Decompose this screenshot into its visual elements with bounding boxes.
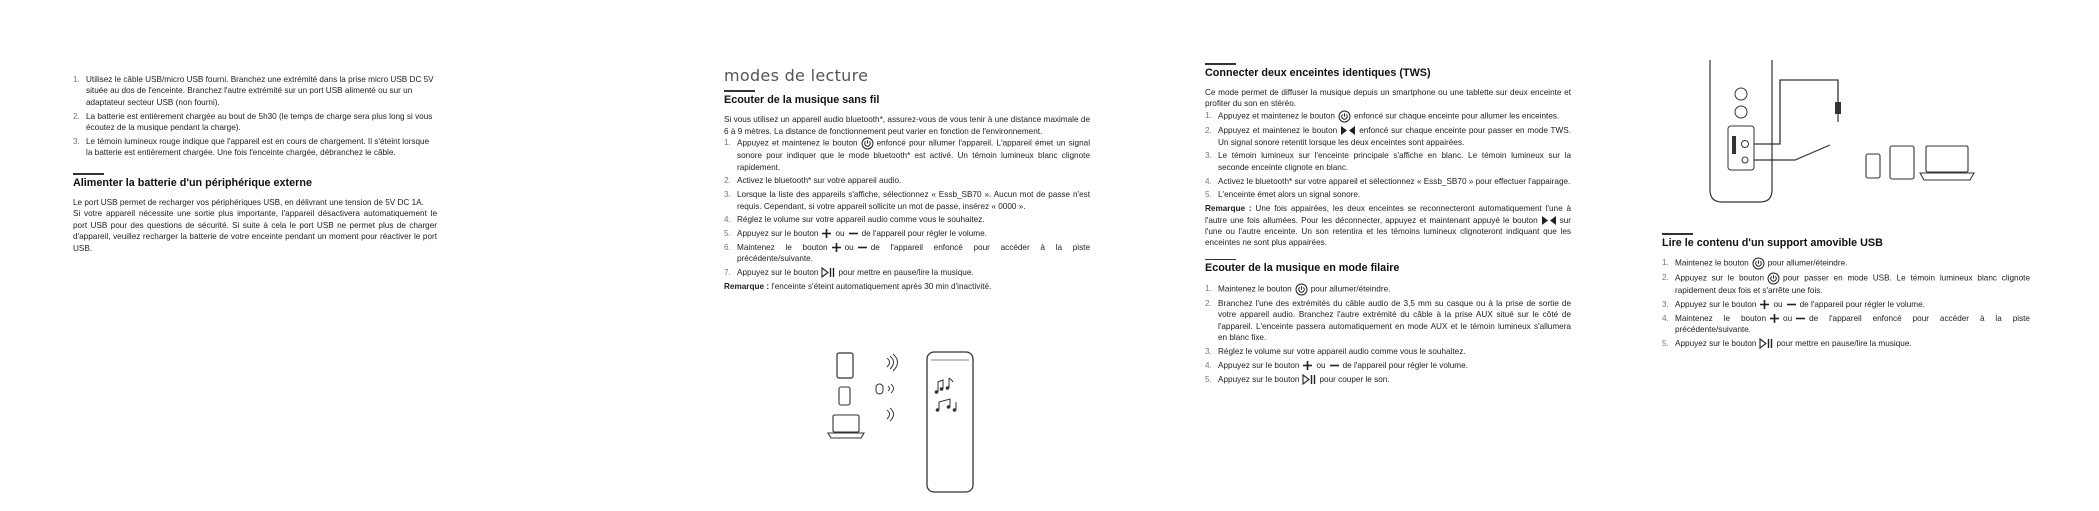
usb-illustration [1700,60,2030,210]
aux-cable-icon [1754,80,1841,144]
usb-cable-icon [1754,145,1830,160]
list-item: 1. Utilisez le câble USB/micro USB fourni. Branchez une extrémité dans la prise micro USB DC 5V située au dos de l'enceinte. Branchez l'autre extrémité sur un port USB alimenté ou sur un adaptateur secteur USB (non fourni). [73,75,434,107]
list-item: 4. Maintenez le bouton ou de l'appareil enfoncé pour accéder à la piste précédente/suivante. [1662,313,2030,335]
volume-minus-icon [1329,360,1340,371]
laptop-icon [1920,146,1974,180]
speaker-icon [927,352,973,492]
list-item: 4. Réglez le volume sur votre appareil audio comme vous le souhaitez. [724,215,985,225]
volume-minus-icon [848,228,859,239]
column-wireless [724,66,1091,292]
volume-plus-icon [1769,313,1780,324]
page-title: modes de lecture [724,66,869,85]
play-pause-icon [821,267,835,278]
list-item: 1. Appuyez et maintenez le bouton enfoncé sur chaque enceinte pour allumer les enceintes. [1205,110,1571,123]
wireless-signal-icon [887,354,898,421]
remark-text: l'enceinte s'éteint automatiquement après 30 min d'inactivité. [771,281,992,291]
remark-label: Remarque : [1205,204,1252,214]
paragraph: Si votre appareil nécessite une sortie plus importante, l'appareil désactivera automatiquement le port USB pour des questions de sécurité. Si suite à cela le port USB ne permet plus de charger d'appareil, veuillez recharger la batterie de votre enceinte pendant un moment pour réactiver le port USB. [73,209,437,253]
volume-plus-icon [1302,360,1313,371]
list-item: 2. Activez le bluetooth* sur votre appareil audio. [724,176,902,186]
list-item: 3. Le témoin lumineux rouge indique que l'appareil est en cours de chargement. Il s'éteint lorsque la batterie est entièrement chargée. Une fois l'enceinte chargée, débranchez le câble. [73,136,430,158]
volume-plus-icon [831,242,842,253]
paragraph: Ce mode permet de diffuser la musique depuis un smartphone ou une tablette sur deux enceinte et profiter du son en stéréo. [1205,87,1571,109]
power-button-icon [1767,272,1780,285]
list-item: 2. Appuyez sur le bouton pour passer en mode USB. Le témoin lumineux blanc clignote rapidement deux fois et s'arrête une fois. [1662,273,2030,296]
section-rule [1662,233,1693,235]
section-rule [1205,259,1236,261]
section-rule [1205,63,1236,65]
list-item: 3. Le témoin lumineux sur l'enceinte principale s'affiche en blanc. Le témoin lumineux sur la seconde enceinte clignote en blanc. [1205,151,1571,172]
section-rule [73,173,104,175]
speaker-back-icon [1710,60,1772,202]
volume-minus-icon [1795,313,1806,324]
power-button-icon [1752,257,1765,270]
section-heading: Lire le contenu d'un support amovible USB [1662,236,1883,249]
bluetooth-illustration [825,350,975,495]
power-button-icon [1338,110,1351,123]
list-item: 6. Maintenez le bouton ou de l'appareil enfoncé pour accéder à la piste précédente/suivante. [724,242,1090,264]
section-heading: Ecouter de la musique en mode filaire [1205,262,1400,275]
list-item: 7. Appuyez sur le bouton pour mettre en pause/lire la musique. [724,268,974,278]
play-pause-icon [1302,374,1316,385]
list-item: 4. Activez le bluetooth* sur votre appareil et sélectionnez « Essb_SB70 » pour effectuer l'appairage. [1205,176,1571,186]
tws-steps [1205,110,1571,201]
column-tws-wired: Connecter deux enceintes identiques (TWS) Ce mode permet de diffuser la musique depuis un smartphone ou une tablette sur deux enceinte et profiter du son en stéréo. 1. Appuyez et maintenez le bouton enfoncé sur chaque enceinte pour allumer les enceintes. 2. Appuyez et maintenez le bouton enfoncé sur chaque enceinte pour passer en mode TWS. Un signal sonore retentit lorsque les deux enceintes sont appairées. 3. Le témoin lumineux sur l'enceinte principale s'affiche en blanc. Le témoin lumineux sur la seconde enceinte clignote en blanc. 4. Activez le bluetooth* sur votre appareil et sélectionnez « Essb_SB70 » pour effectuer l'appairage. 5. L'enceinte émet alors un signal sonore. Remarque : Une fois appairées, les deux enceintes se reconnecteront automatiquement l'une à l'autre une fois allumées. Pour les déconnecter, appuyez et maintenant appuyé le bouton sur l'une ou l'autre enceinte. Un son retentira et les témoins lumineux clignoteront indiquant que les enceintes ne sont plus appairées. Ecouter de la musique en mode filaire 1. Maintenez le bouton pour allumer/éteindre. 2. Branchez l'une des extrémités du câble audio de 3,5 mm su casque ou à la prise de sortie de votre appareil audio. Branchez l'autre extrémité du câble à la prise AUX situé sur le côté de l'appareil. L'enceinte passera automatiquement en mode AUX et le témoin lumineux s'allumera en blanc fixe. 3. Réglez le volume sur votre appareil audio comme vous le souhaitez. 4. Appuyez sur le bouton ou de l'appareil pour régler le volume. 5. Appuyez sur le bouton pour couper le son. [1205,63,1571,387]
tablet-icon [837,353,853,378]
list-item: 4. Appuyez sur le bouton ou de l'appareil pour régler le volume. [1205,360,1468,370]
list-item: 5. Appuyez sur le bouton pour mettre en pause/lire la musique. [1662,339,1912,349]
wireless-steps [724,137,1090,278]
section-heading: Alimenter la batterie d'un périphérique externe [73,176,312,189]
charging-steps [73,74,437,159]
smartphone-icon [839,387,850,405]
volume-minus-icon [857,242,868,253]
play-pause-icon [1759,338,1773,349]
section-heading: Connecter deux enceintes identiques (TWS) [1205,66,1431,79]
paragraph: Si vous utilisez un appareil audio bluetooth*, assurez-vous de vous tenir à une distance maximale de 6 à 9 mètres. La distance de fonctionnement peut varier en fonction de l'environnement. [724,115,1090,136]
list-item: 2. La batterie est entièrement chargée au bout de 5h30 (le temps de charge sera plus long si vous écoutez de la musique pendant la charge). [73,111,433,133]
bluetooth-icon [876,384,894,394]
usb-steps [1662,257,2030,350]
list-item: 1. Maintenez le bouton pour allumer/éteindre. [1662,257,2030,270]
music-notes-icon [935,378,957,412]
list-item: 3. Appuyez sur le bouton ou de l'appareil pour régler le volume. [1662,300,1925,310]
column-charging [73,74,437,254]
list-item: 3. Lorsque la liste des appareils s'affiche, sélectionnez « Essb_SB70 ». Aucun mot de passe n'est requis. Cependant, si votre appareil sollicite un mot de passe, insérez « 0000 ». [724,190,1090,211]
wired-steps [1205,283,1571,385]
list-item: 2. Branchez l'une des extrémités du câble audio de 3,5 mm su casque ou à la prise de sortie de votre appareil audio. Branchez l'autre extrémité du câble à la prise AUX situé sur le côté de l'appareil. L'enceinte passera automatiquement en mode AUX et le témoin lumineux s'allumera en blanc fixe. [1205,299,1571,343]
column-usb [1662,233,2030,352]
list-item: 1. Appuyez et maintenez le bouton enfoncé pour allumer l'appareil. L'appareil émet un signal sonore pour indiquer que le mode bluetooth* est activé. Un témoin lumineux blanc clignote rapidement. [724,138,1091,172]
list-item: 3. Réglez le volume sur votre appareil audio comme vous le souhaitez. [1205,347,1466,357]
paragraph: Le port USB permet de recharger vos périphériques USB, en délivrant une tension de 5V DC 1A. [73,197,424,207]
tws-button-icon [1541,215,1557,226]
section-heading: Ecouter de la musique sans fil [724,93,880,106]
list-item: 2. Appuyez et maintenez le bouton enfoncé sur chaque enceinte pour passer en mode TWS. Un signal sonore retentit lorsque les deux enceintes sont appairées. [1205,126,1572,147]
volume-minus-icon [1786,299,1797,310]
tablet-icon [1890,146,1914,179]
power-button-icon [1295,283,1308,296]
tws-button-icon [1340,125,1356,136]
remark-label: Remarque : [724,281,770,291]
smartphone-icon [1866,154,1880,178]
laptop-icon [828,415,864,438]
list-item: 1. Maintenez le bouton pour allumer/éteindre. [1205,283,1571,296]
section-rule [724,90,755,92]
list-item: 5. Appuyez sur le bouton ou de l'appareil pour régler le volume. [724,229,987,239]
power-button-icon [861,137,874,150]
volume-plus-icon [1759,299,1770,310]
list-item: 5. L'enceinte émet alors un signal sonore. [1205,190,1361,200]
volume-plus-icon [821,228,832,239]
list-item: 5. Appuyez sur le bouton pour couper le son. [1205,374,1390,384]
